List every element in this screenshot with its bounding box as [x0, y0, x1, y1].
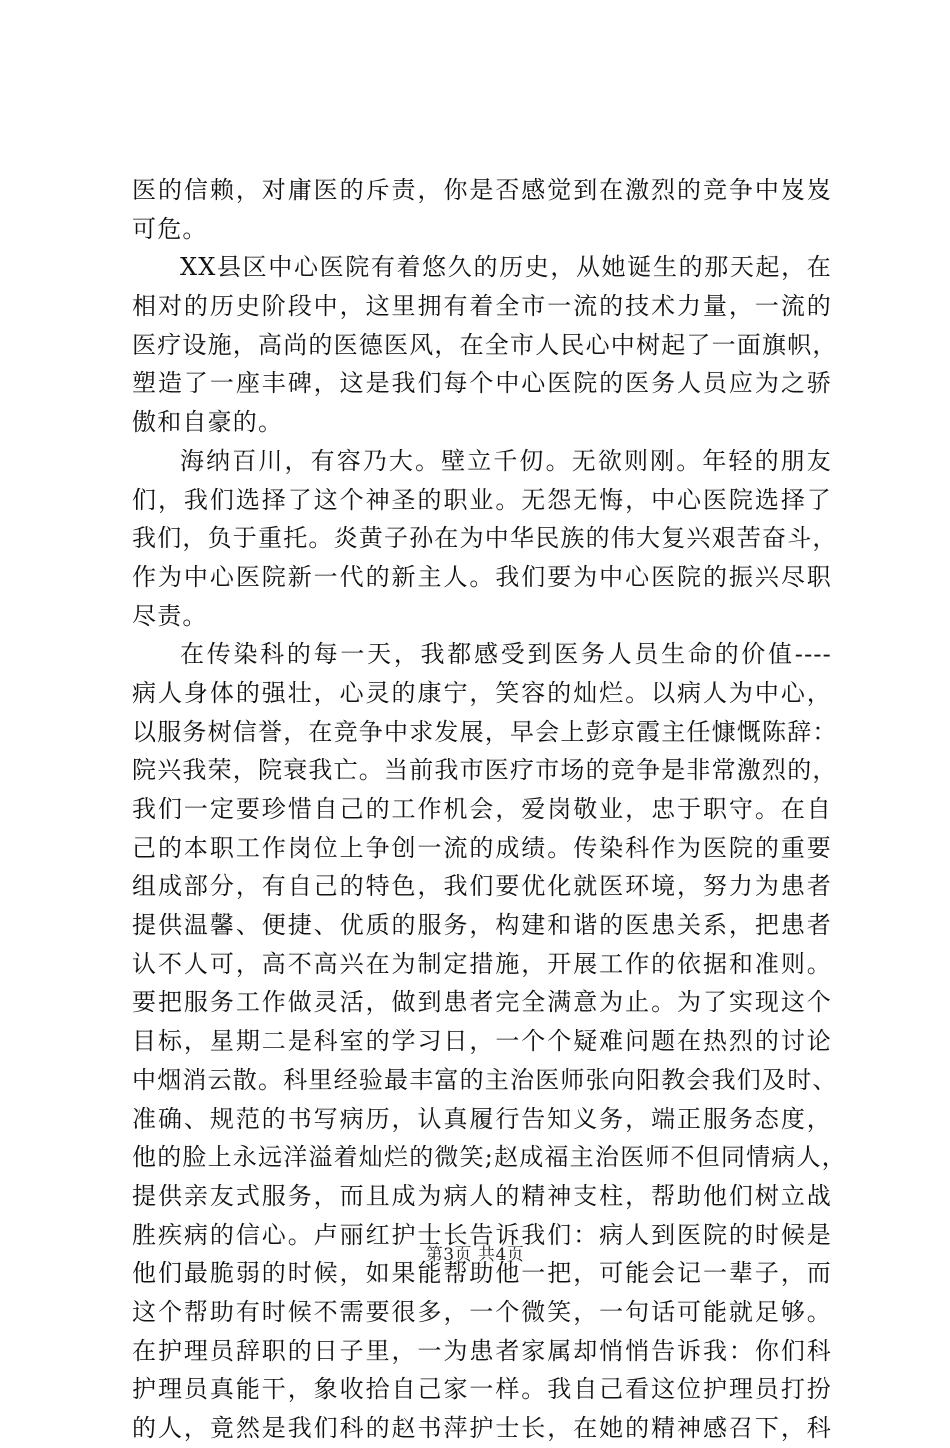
text-line: 提供亲友式服务，而且成为病人的精神支柱，帮助他们树立战 — [132, 1181, 832, 1210]
text-line: 在传染科的每一天，我都感受到医务人员生命的价值---- — [180, 640, 832, 669]
text-line: 相对的历史阶段中，这里拥有着全市一流的技术力量，一流的 — [132, 292, 832, 321]
text-line: 己的本职工作岗位上争创一流的成绩。传染科作为医院的重要 — [132, 833, 832, 862]
text-line: 我们一定要珍惜自己的工作机会，爱岗敬业，忠于职守。在自 — [132, 795, 832, 823]
page-footer: 第3页 共4页 — [425, 1245, 525, 1265]
text-line: XX县区中心医院有着悠久的历史，从她诞生的那天起，在 — [180, 253, 832, 282]
text-line: 他的脸上永远洋溢着灿烂的微笑;赵成福主治医师不但同情病人， — [132, 1143, 847, 1172]
text-line: 目标，星期二是科室的学习日，一个个疑难问题在热烈的讨论 — [132, 1027, 832, 1056]
text-line: 病人身体的强壮，心灵的康宁，笑容的灿烂。以病人为中心， — [132, 678, 832, 707]
text-line: 这个帮助有时候不需要很多，一个微笑，一句话可能就足够。 — [132, 1297, 832, 1326]
text-line: 医疗设施，高尚的医德医风，在全市人民心中树起了一面旗帜， — [132, 330, 838, 359]
text-line: 海纳百川，有容乃大。壁立千仞。无欲则刚。年轻的朋友 — [180, 446, 832, 475]
text-line: 认不人可，高不高兴在为制定措施，开展工作的依据和准则。 — [132, 949, 832, 978]
text-line: 我们，负于重托。炎黄子孙在为中华民族的伟大复兴艰苦奋斗， — [132, 524, 838, 553]
text-line: 护理员真能干，象收拾自己家一样。我自己看这位护理员打扮 — [132, 1375, 832, 1404]
text-line: 要把服务工作做灵活，做到患者完全满意为止。为了实现这个 — [132, 988, 832, 1017]
text-line: 作为中心医院新一代的新主人。我们要为中心医院的振兴尽职 — [132, 562, 832, 591]
text-line: 提供温馨、便捷、优质的服务，构建和谐的医患关系，把患者 — [132, 911, 832, 940]
text-line: 塑造了一座丰碑，这是我们每个中心医院的医务人员应为之骄 — [132, 369, 832, 398]
text-line: 医的信赖，对庸医的斥责，你是否感觉到在激烈的竞争中岌岌 — [132, 176, 832, 204]
text-line: 院兴我荣，院衰我亡。当前我市医疗市场的竞争是非常激烈的， — [132, 756, 838, 785]
text-line: 准确、规范的书写病历，认真履行告知义务，端正服务态度， — [132, 1104, 832, 1133]
text-line: 胜疾病的信心。卢丽红护士长告诉我们：病人到医院的时候是 — [132, 1220, 832, 1249]
text-line: 可危。 — [132, 214, 208, 243]
text-line: 尽责。 — [132, 601, 208, 630]
text-line: 的人，竟然是我们科的赵书萍护士长，在她的精神感召下，科 — [132, 1414, 832, 1442]
text-line: 中烟消云散。科里经验最丰富的主治医师张向阳教会我们及时、 — [132, 1065, 838, 1094]
text-line: 们，我们选择了这个神圣的职业。无怨无悔，中心医院选择了 — [132, 485, 832, 514]
text-line: 傲和自豪的。 — [132, 408, 284, 437]
text-line: 在护理员辞职的日子里，一为患者家属却悄悄告诉我：你们科 — [132, 1336, 832, 1365]
text-line: 以服务树信誉，在竞争中求发展，早会上彭京霞主任慷慨陈辞： — [132, 717, 838, 746]
text-line: 组成部分，有自己的特色，我们要优化就医环境，努力为患者 — [132, 872, 832, 901]
text-line: 他们最脆弱的时候，如果能帮助他一把，可能会记一辈子，而 — [132, 1259, 832, 1288]
